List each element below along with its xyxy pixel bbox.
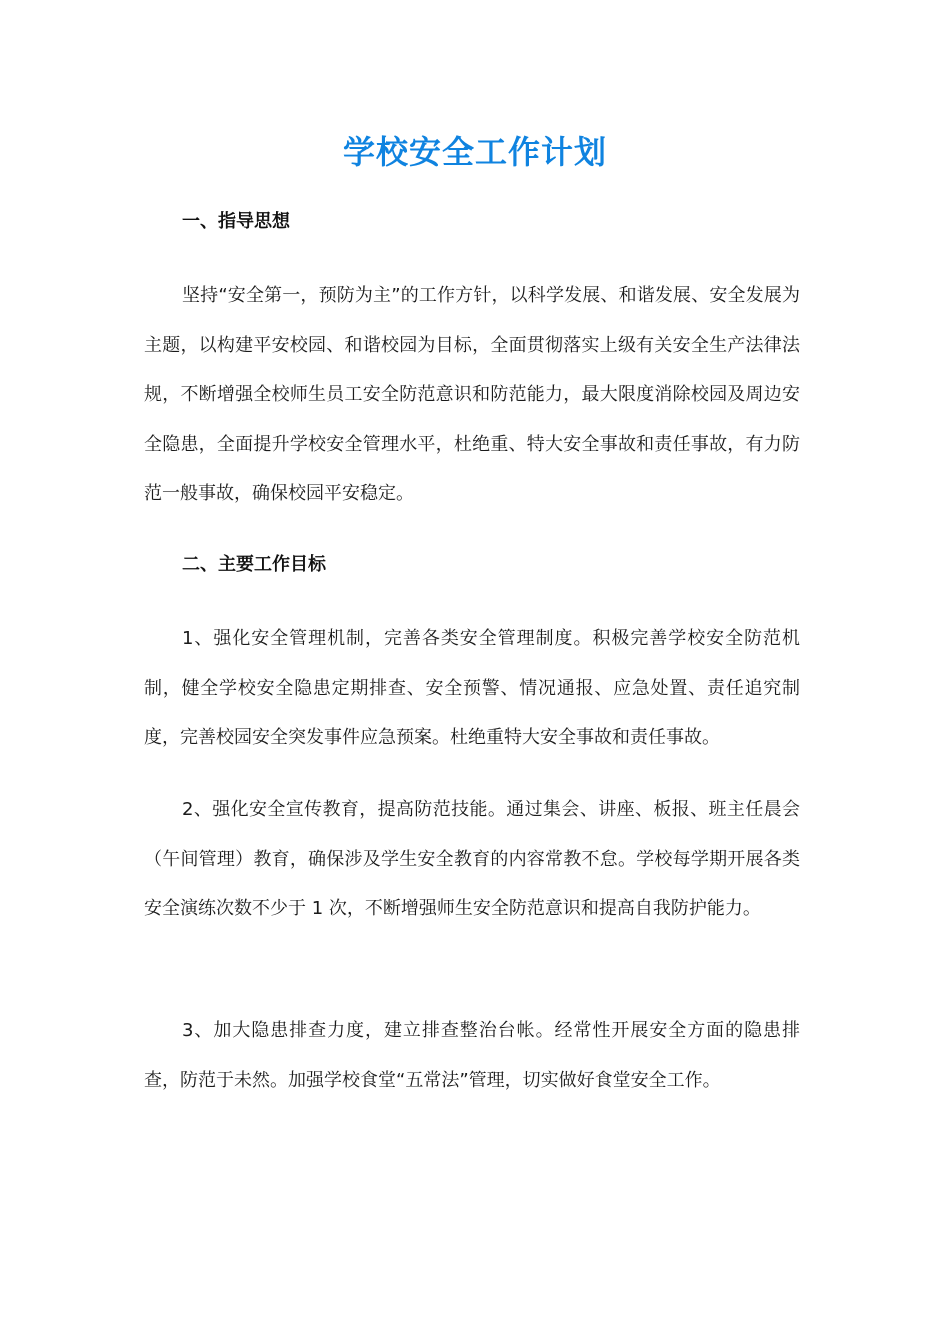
paragraph-goal-2: 2、强化安全宣传教育，提高防范技能。通过集会、讲座、板报、班主任晨会（午间管理）教育，确保涉及学生安全教育的内容常教不怠。学校每学期开展各类安全演练次数不少于 1 次，不断增强师生安全防范意识和提高自我防护能力。 xyxy=(144,799,800,919)
section-heading-main-goals: 二、主要工作目标 xyxy=(182,554,326,575)
paragraph-goal-3: 3、加大隐患排查力度，建立排查整治台帐。经常性开展安全方面的隐患排查，防范于未然。加强学校食堂“五常法”管理，切实做好食堂安全工作。 xyxy=(144,1020,800,1091)
paragraph-guiding-ideology: 坚持“安全第一，预防为主”的工作方针，以科学发展、和谐发展、安全发展为主题，以构建平安校园、和谐校园为目标，全面贯彻落实上级有关安全生产法律法规，不断增强全校师生员工安全防范意识和防范能力，最大限度消除校园及周边安全隐患，全面提升学校安全管理水平，杜绝重、特大安全事故和责任事故，有力防范一般事故，确保校园平安稳定。 xyxy=(144,285,800,504)
document-title: 学校安全工作计划 xyxy=(342,133,607,171)
section-heading-guiding-ideology: 一、指导思想 xyxy=(182,211,290,232)
paragraph-goal-1: 1、强化安全管理机制，完善各类安全管理制度。积极完善学校安全防范机制，健全学校安全隐患定期排查、安全预警、情况通报、应急处置、责任追究制度，完善校园安全突发事件应急预案。杜绝重特大安全事故和责任事故。 xyxy=(144,628,800,748)
